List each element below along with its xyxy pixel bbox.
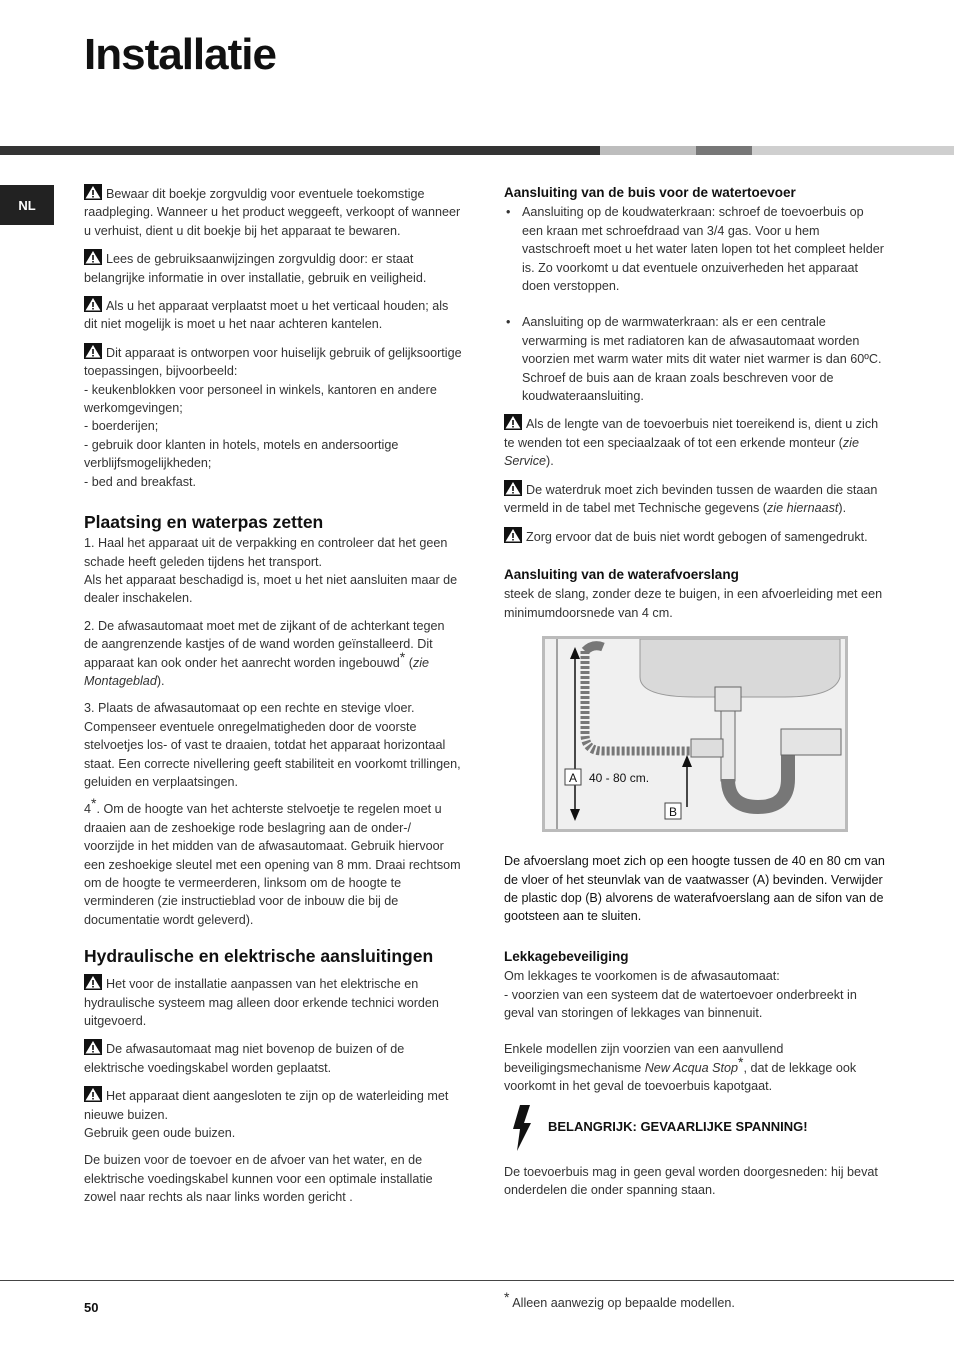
warning-paragraph: Het voor de installatie aanpassen van het elektrische en hydraulische systeem mag alleen door erkende technici worden uitgevoerd. — [84, 974, 462, 1030]
header-rule-mid — [696, 146, 752, 155]
step-3: 3. Plaats de afwasautomaat op een rechte en stevige vloer. Compenseer eventuele onregelmatigheden door de voorste stelvoetjes los- of vast te draaien, totdat het apparaat horizontaal staat. Een correcte nivellering geeft stabiliteit en voorkomt trillingen, geluiden en verplaatsingen. — [84, 701, 461, 789]
paragraph: steek de slang, zonder deze te buigen, in een afvoerleiding met een minimumdoorsnede van 4 cm. — [504, 587, 883, 620]
page-number: 50 — [84, 1300, 99, 1315]
section-heading-afvoer: Aansluiting van de waterafvoerslang — [504, 566, 739, 582]
header-rule-dark — [0, 146, 600, 155]
warning-paragraph: Bewaar dit boekje zorgvuldig voor eventuele toekomstige raadpleging. Wanneer u het product weggeeft, verkoopt of wanneer u verhuist, dient u dit boekje bij het apparaat te bewaren. — [84, 184, 462, 240]
header-rule-light — [600, 146, 696, 155]
header-rule-end — [752, 146, 954, 155]
drain-diagram — [545, 639, 845, 829]
figure-caption: De afvoerslang moet zich op een hoogte tussen de 40 en 80 cm van de vloer of het steunvlak van de vaatwasser (A) bevinden. Verwijder de plastic dop (B) alvorens de waterafvoerslang aan de sifon van de gootsteen aan te sluiten. — [504, 854, 885, 924]
footnote: * Alleen aanwezig op bepaalde modellen. — [504, 1288, 735, 1310]
warning-icon — [84, 974, 102, 990]
warning-paragraph: Het apparaat dient aangesloten te zijn op de waterleiding met nieuwe buizen. Gebruik geen oude buizen. — [84, 1086, 462, 1142]
warning-icon — [84, 343, 102, 359]
warning-icon — [504, 414, 522, 430]
footer-rule — [0, 1280, 954, 1281]
range-label: 40 - 80 cm. — [589, 771, 650, 786]
paragraph: Enkele modellen zijn voorzien van een aanvullend beveiligingsmechanisme New Acqua Stop*, dat de lekkage ook voorkomt in het geval de toevoerbuis kapotgaat. — [504, 1042, 857, 1094]
warning-paragraph: Als de lengte van de toevoerbuis niet toereikend is, dient u zich te wenden tot een speciaalzaak of tot een erkende monteur (zie Service). — [504, 414, 888, 470]
drain-hose-illustration — [542, 636, 848, 832]
warning-icon — [504, 527, 522, 543]
step-1: 1. Haal het apparaat uit de verpakking en controleer dat het geen schade heeft geleden tijdens het transport. Als het apparaat beschadigd is, moet u het niet aansluiten maar de dealer inschakelen. — [84, 536, 458, 606]
section-heading-hydraulisch: Hydraulische en elektrische aansluitingen — [84, 946, 434, 967]
lightning-icon — [512, 1105, 532, 1151]
warning-icon — [84, 1039, 102, 1055]
cross-reference: zie Service — [504, 435, 859, 469]
label-a: A — [568, 771, 578, 786]
list-item: • Aansluiting op de koudwaterkraan: schroef de toevoerbuis op een kraan met schroefdraad van 3/4 gas. Voor u hem vastschroeft moet u het water laten lopen tot het compleet helder is. Zo voorkomt u dat eventuele onzuiverheden het apparaat doen verstoppen. — [504, 203, 888, 295]
product-feature-name: New Acqua Stop — [644, 1060, 739, 1075]
danger-text: BELANGRIJK: GEVAARLIJKE SPANNING! — [548, 1119, 808, 1135]
section-heading-toevoer: Aansluiting van de buis voor de watertoevoer — [504, 185, 796, 200]
page-title: Installatie — [84, 30, 276, 79]
list-item: - gebruik door klanten in hotels, motels en andersoortige verblijfsmogelijkheden; — [84, 437, 399, 471]
danger-notice — [512, 1105, 888, 1151]
cross-reference: zie hiernaast — [767, 501, 839, 516]
left-column — [84, 184, 462, 1216]
list-item: • Aansluiting op de warmwaterkraan: als er een centrale verwarming is met radiatoren kan de afwasautomaat worden voorzien met warm water mits dit water niet warmer is dan 60ºC. Schroef de buis aan de kraan zoals beschreven voor de koudwateraansluiting. — [504, 313, 888, 405]
warning-icon — [84, 296, 102, 312]
warning-icon — [84, 1086, 102, 1102]
step-4: 4*. Om de hoogte van het achterste stelvoetje te regelen moet u draaien aan de zeshoekige rode beslagring aan de onder-/ voorzijde in het midden van de afwasautomaat. Gebruik hiervoor een zeshoekige sleutel met een opening van 8 mm. Draai rechtsom om de hoogte te vermeerderen, linksom om de hoogte te verminderen (zie instructieblad voor de inbouw die bij de documentatie wordt geleverd). — [84, 795, 461, 927]
warning-paragraph: De afwasautomaat mag niet bovenop de buizen of de elektrische voedingskabel worden geplaatst. — [84, 1039, 462, 1077]
section-heading-plaatsing: Plaatsing en waterpas zetten — [84, 512, 324, 533]
list-item: - bed and breakfast. — [84, 474, 197, 489]
paragraph: De buizen voor de toevoer en de afvoer van het water, en de elektrische voedingskabel kunnen voor een optimale installatie zowel naar rechts als naar links worden gericht . — [84, 1153, 433, 1205]
list-item: - boerderijen; — [84, 419, 159, 434]
warning-icon — [84, 249, 102, 265]
warning-paragraph: Lees de gebruiksaanwijzingen zorgvuldig door: er staat belangrijke informatie in over installatie, gebruik en veiligheid. — [84, 249, 462, 287]
list-item: - keukenblokken voor personeel in winkels, kantoren en andere werkomgevingen; — [84, 382, 437, 416]
warning-paragraph: De waterdruk moet zich bevinden tussen de waarden die staan vermeld in de tabel met Technische gegevens (zie hiernaast). — [504, 480, 888, 518]
warning-paragraph: Als u het apparaat verplaatst moet u het verticaal houden; als dit niet mogelijk is moet u het naar achteren kantelen. — [84, 296, 462, 334]
warning-paragraph: Zorg ervoor dat de buis niet wordt gebogen of samengedrukt. — [504, 527, 888, 546]
step-2: 2. De afwasautomaat moet met de zijkant of de achterkant tegen de aangrenzende kastjes of de wand worden geïnstalleerd. Dit apparaat kan ook onder het aanrecht worden ingebouwd* (zie Montageblad). — [84, 618, 445, 688]
section-heading-lekkage: Lekkagebeveiliging — [504, 948, 629, 964]
warning-icon — [84, 184, 102, 200]
paragraph: Om lekkages te voorkomen is de afwasautomaat: - voorzien van een systeem dat de watertoevoer onderbreekt in geval van storingen of lekkages van binnenuit. — [504, 969, 857, 1020]
paragraph: De toevoerbuis mag in geen geval worden doorgesneden: hij bevat onderdelen die onder spanning staan. — [504, 1164, 878, 1197]
bullet-list — [504, 203, 888, 405]
language-tab: NL — [0, 185, 54, 225]
cross-reference: zie Montageblad — [84, 655, 430, 688]
right-column — [504, 184, 888, 1208]
label-b: B — [668, 805, 678, 820]
warning-icon — [504, 480, 522, 496]
warning-paragraph: Dit apparaat is ontworpen voor huiselijk gebruik of gelijksoortige toepassingen, bijvoorbeeld: - keukenblokken voor personeel in winkels, kantoren en andere werkomgevingen; - boerderijen; - gebruik door klanten in hotels, motels en andersoortige verblijfsmogelijkheden; - bed and breakfast. — [84, 343, 462, 491]
